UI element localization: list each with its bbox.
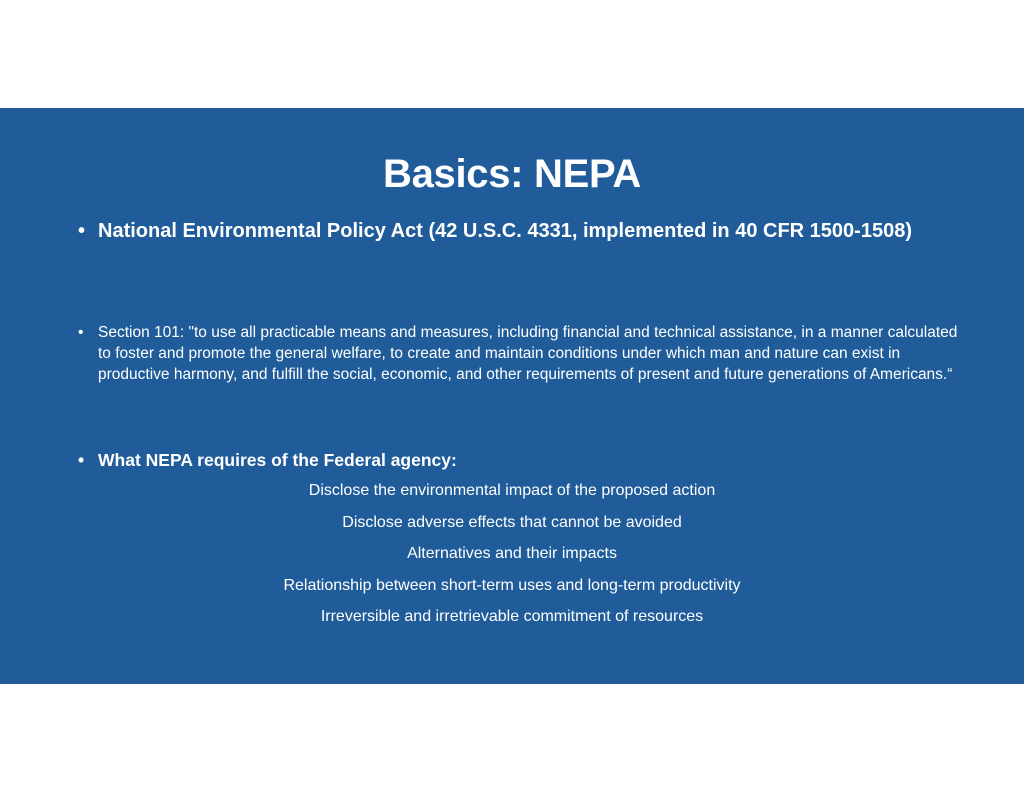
- requirement-item: Relationship between short-term uses and long-term productivity: [283, 576, 741, 594]
- requirement-item: Disclose adverse effects that cannot be avoided: [342, 513, 682, 531]
- bullet-section-101-text: Section 101: "to use all practicable means and measures, including financial and technical assistance, in a manner calculated to foster and promote the general welfare, to create and maintain conditions under which man and nature can exist in productive harmony, and fulfill the social, economic, and other requirements of present and future generations of Americans.“: [98, 324, 958, 383]
- bullet-section-101: [78, 322, 958, 385]
- bullet-marker: •: [78, 220, 86, 242]
- requirement-item: Disclose the environmental impact of the proposed action: [308, 482, 716, 499]
- bullet-requirements-heading-text: What NEPA requires of the Federal agency:: [98, 450, 457, 470]
- bullet-nepa-act-text: National Environmental Policy Act (42 U.S.C. 4331, implemented in 40 CFR 1500-1508): [98, 220, 912, 242]
- bullet-nepa-act: [78, 217, 918, 245]
- slide: [0, 108, 1024, 684]
- requirement-item: Irreversible and irretrievable commitment of resources: [320, 608, 704, 625]
- requirements-list: [0, 480, 1024, 638]
- bullet-requirements-heading: [78, 448, 778, 472]
- slide-title: Basics: NEPA: [383, 152, 641, 196]
- requirement-item: Alternatives and their impacts: [407, 545, 617, 562]
- bullet-marker: •: [78, 324, 84, 341]
- bullet-marker: •: [78, 450, 85, 470]
